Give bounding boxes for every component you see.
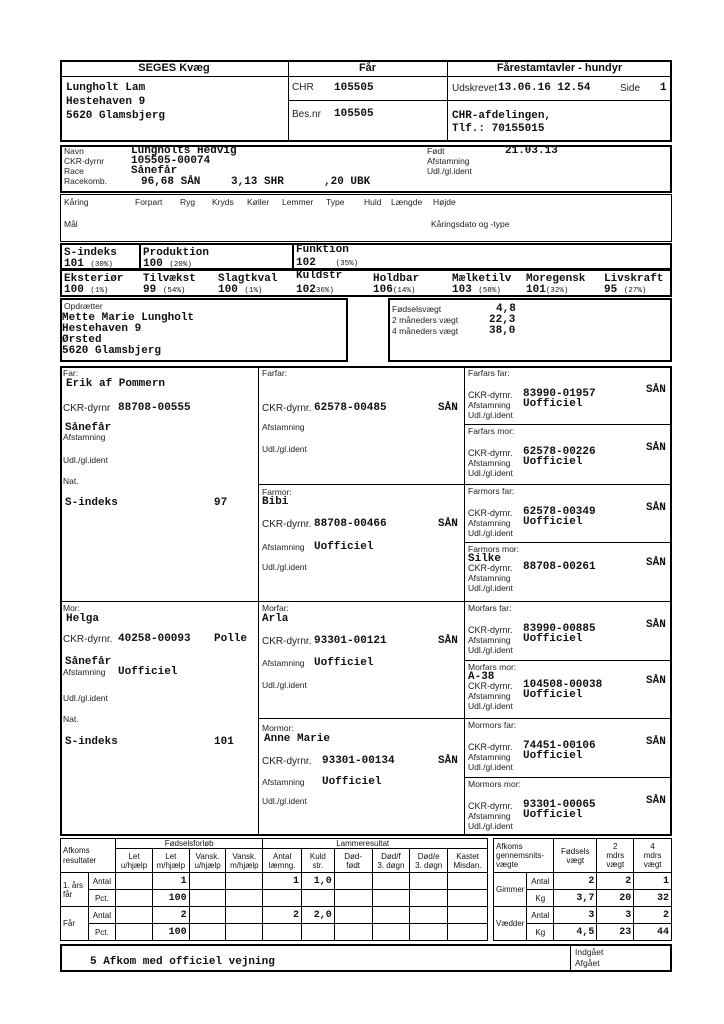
offspring-cell [372, 907, 410, 924]
farfars-mor-ckr: 62578-00226 [523, 446, 596, 458]
offspring-cell [226, 873, 263, 890]
farfars-mor-race: SÅN [646, 442, 666, 454]
mormors-far-ckr: 74451-00106 [523, 740, 596, 752]
racekomb-3: ,20 UBK [324, 176, 371, 188]
offspring-sub-label: Antal [88, 907, 116, 924]
offspring-cell [334, 907, 372, 924]
index-holdbar-value: 106(14%) [373, 284, 416, 296]
owner-city: 5620 Glamsbjerg [66, 110, 166, 122]
offspring-cell [116, 907, 153, 924]
farmors-far-udl-label: Udl./gl.ident [468, 528, 513, 538]
maal-label: Mål [64, 219, 78, 229]
racekomb-label: Racekomb. [64, 176, 107, 186]
chr-dept-line2: Tlf.: 70155015 [452, 123, 545, 135]
morfar-ckr: 93301-00121 [314, 635, 387, 647]
growth-title: Afkoms gennemsnits- vægte [494, 839, 554, 873]
farfar-ckr: 62578-00485 [314, 402, 387, 414]
offspring-cell: 100 [152, 924, 189, 941]
offspring-cell [448, 873, 488, 890]
offspring-cell: 2,0 [302, 907, 335, 924]
offspring-cell [334, 873, 372, 890]
printed-label: Udskrevet [452, 83, 498, 94]
offspring-cell [116, 924, 153, 941]
index-eksterior-name: Eksteriør [64, 273, 124, 285]
offspring-title: Afkoms resultater [61, 839, 116, 873]
farmors-mor-label: Farmors mor: [468, 544, 519, 554]
offspring-col-1: Let m/hjælp [152, 849, 189, 873]
offspring-cell [189, 890, 226, 907]
farmors-mor-ckr: 88708-00261 [523, 561, 596, 573]
morfars-far-race: SÅN [646, 619, 666, 631]
farmors-far-ckr-label: CKR-dyrnr. [468, 508, 513, 518]
farfar-ckr-label: CKR-dyrnr. [262, 403, 312, 414]
farfars-far-label: Farfars far: [468, 368, 510, 378]
morfars-mor-afstamning: Uofficiel [523, 689, 583, 701]
offspring-cell [410, 924, 448, 941]
offspring-group: Får [61, 907, 89, 941]
mormors-far-afstamning: Uofficiel [523, 750, 583, 762]
farmor-udl-label: Udl./gl.ident [262, 562, 307, 572]
growth-cell: 1 [634, 873, 672, 890]
offspring-cell: 1,0 [302, 873, 335, 890]
farmor-afstamning-label: Afstamning [262, 542, 305, 552]
farfars-mor-afstamning: Uofficiel [523, 456, 583, 468]
index-livskraft-name: Livskraft [604, 273, 664, 285]
mor-udl-label: Udl./gl.ident [63, 693, 108, 703]
index-s-value: 101 (30%) [64, 258, 113, 270]
farmors-far-afstamning-label: Afstamning [468, 518, 511, 528]
offspring-sub-label: Pct. [88, 890, 116, 907]
breeder-line4: 5620 Glamsbjerg [62, 345, 162, 357]
animal-ckr: 105505-00074 [131, 155, 211, 167]
morfars-far-label: Morfars far: [468, 603, 512, 613]
breeder-label: Opdrætter [64, 301, 103, 311]
farmors-mor-name: Silke [468, 553, 502, 565]
farmor-ckr: 88708-00466 [314, 518, 387, 530]
offspring-cell [226, 924, 263, 941]
index-holdbar-name: Holdbar [373, 273, 420, 285]
farmor-afstamning: Uofficiel [314, 541, 374, 553]
mor-nat-label: Nat. [63, 714, 79, 724]
offspring-cell [263, 924, 302, 941]
morfars-far-ckr-label: CKR-dyrnr. [468, 625, 513, 635]
growth-row [494, 907, 672, 924]
farmors-far-race: SÅN [646, 502, 666, 514]
offspring-cell [448, 924, 488, 941]
animal-name: Lungholts Hedvig [131, 145, 237, 157]
far-label: Far: [63, 368, 79, 378]
offspring-cell [116, 873, 153, 890]
karing-col-kryds: Kryds [212, 197, 234, 207]
farmors-far-ckr: 62578-00349 [523, 506, 596, 518]
farfars-far-udl-label: Udl./gl.ident [468, 410, 513, 420]
far-name: Erik af Pommern [66, 378, 166, 390]
offspring-row [61, 924, 488, 941]
offspring-cell [410, 873, 448, 890]
document-title: Fårestamtavler - hundyr [496, 62, 623, 74]
growth-cell: 23 [597, 924, 634, 941]
ckr-label: CKR-dyrnr [64, 156, 105, 166]
offspring-col-3: Vansk. m/hjælp [226, 849, 263, 873]
far-afstamning-label: Afstamning [63, 432, 106, 442]
karing-col-lemmer: Lemmer [282, 197, 314, 207]
index-livskraft-value: 95 (27%) [604, 284, 647, 296]
mormor-afstamning: Uofficiel [322, 776, 382, 788]
mormor-udl-label: Udl./gl.ident [262, 796, 307, 806]
growth-col-m4: 4 mdrs vægt [634, 839, 672, 873]
owner-name: Lungholt Lam [66, 82, 146, 94]
morfar-ckr-label: CKR-dyrnr. [262, 636, 312, 647]
morfars-mor-race: SÅN [646, 675, 666, 687]
karing-col-type: Type [326, 197, 345, 207]
offspring-cell: 1 [263, 873, 302, 890]
morfar-afstamning: Uofficiel [314, 657, 374, 669]
offspring-col-0: Let u/hjælp [116, 849, 153, 873]
offspring-cell [334, 924, 372, 941]
offspring-cell [410, 907, 448, 924]
mor-sindeks-value: 101 [214, 736, 234, 748]
offspring-sub-label: Pct. [88, 924, 116, 941]
growth-sub-label: Antal [527, 907, 554, 924]
index-tilvaekst-name: Tilvækst [143, 273, 196, 285]
birth-group-header: Fødselsforløb [116, 839, 263, 849]
farmor-name: Bibi [262, 496, 289, 508]
farfars-mor-udl-label: Udl./gl.ident [468, 468, 513, 478]
mormors-mor-afstamning: Uofficiel [523, 809, 583, 821]
growth-cell: 3 [597, 907, 634, 924]
mor-ckr-extra: Polle [214, 633, 248, 645]
besnr-label: Bes.nr [292, 109, 321, 120]
mormors-far-race: SÅN [646, 736, 666, 748]
racekomb-1: 96,68 SÅN [141, 176, 201, 188]
index-moregensk-value: 101(32%) [526, 284, 569, 296]
index-produktion-value: 100 (20%) [143, 258, 192, 270]
offspring-cell [226, 907, 263, 924]
mor-afstamning: Uofficiel [118, 666, 178, 678]
offspring-col-2: Vansk. u/hjælp [189, 849, 226, 873]
karing-col-forpart: Forpart [135, 197, 163, 207]
farmors-mor-ckr-label: CKR-dyrnr. [468, 563, 513, 573]
farmors-mor-afstamning-label: Afstamning [468, 573, 511, 583]
morfar-label: Morfar: [262, 603, 289, 613]
footer-out-label: Afgået [575, 958, 600, 968]
karing-date-label: Kåringsdato og -type [431, 219, 510, 229]
chr-dept-line1: CHR-afdelingen, [452, 110, 552, 122]
growth-table [493, 838, 672, 941]
mor-name: Helga [66, 613, 100, 625]
growth-cell: 32 [634, 890, 672, 907]
birth-weight-value: 4,8 [496, 303, 516, 315]
mormors-far-label: Mormors far: [468, 720, 517, 730]
mormors-far-udl-label: Udl./gl.ident [468, 762, 513, 772]
morfars-far-afstamning: Uofficiel [523, 633, 583, 645]
farfars-mor-afstamning-label: Afstamning [468, 458, 511, 468]
index-slagtkval-value: 100 (1%) [218, 284, 263, 296]
mormor-ckr: 93301-00134 [322, 755, 395, 767]
index-maelketilv-name: Mælketilv [452, 273, 512, 285]
growth-cell: 2 [597, 873, 634, 890]
index-funktion-name: Funktion [296, 244, 349, 256]
mormors-mor-udl-label: Udl./gl.ident [468, 821, 513, 831]
morfar-afstamning-label: Afstamning [262, 658, 305, 668]
karing-col-ryg: Ryg [180, 197, 196, 207]
race-label: Race [64, 166, 84, 176]
growth-cell: 20 [597, 890, 634, 907]
offspring-table [60, 838, 488, 941]
breeder-line3: Ørsted [62, 334, 102, 346]
offspring-col-8: Død/e 3. døgn [410, 849, 448, 873]
farmors-far-label: Farmors far: [468, 486, 515, 496]
mor-ckr-label: CKR-dyrnr. [63, 634, 113, 645]
offspring-col-5: Kuld str. [302, 849, 335, 873]
offspring-cell [410, 890, 448, 907]
far-sindeks-label: S-indeks [65, 497, 118, 509]
offspring-cell [372, 890, 410, 907]
karing-col-laengde: Længde [391, 197, 423, 207]
offspring-col-7: Død/f 3. døgn [372, 849, 410, 873]
offspring-row [61, 873, 488, 890]
farmor-label: Farmor: [262, 487, 292, 497]
growth-cell: 2 [554, 873, 597, 890]
farfar-afstamning-label: Afstamning [262, 422, 305, 432]
farmor-race: SÅN [438, 518, 458, 530]
farfars-far-race: SÅN [646, 384, 666, 396]
owner-street: Hestehaven 9 [66, 96, 146, 108]
offspring-cell [189, 924, 226, 941]
mormors-far-afstamning-label: Afstamning [468, 752, 511, 762]
mormors-mor-ckr: 93301-00065 [523, 799, 596, 811]
animal-race: Sånefår [131, 165, 178, 177]
mormors-mor-label: Mormors mor: [468, 779, 521, 789]
farfars-far-afstamning-label: Afstamning [468, 400, 511, 410]
morfar-race: SÅN [438, 635, 458, 647]
growth-cell: 3 [554, 907, 597, 924]
growth-col-m2: 2 mdrs vægt [597, 839, 634, 873]
karing-label: Kåring [64, 197, 89, 207]
mormor-afstamning-label: Afstamning [262, 777, 305, 787]
offspring-cell: 2 [152, 907, 189, 924]
besnr-value: 105505 [334, 108, 374, 120]
mormor-name: Anne Marie [264, 733, 331, 745]
far-ckr: 88708-00555 [118, 402, 191, 414]
far-udl-label: Udl./gl.ident [63, 455, 108, 465]
farmors-far-afstamning: Uofficiel [523, 516, 583, 528]
offspring-cell [189, 873, 226, 890]
offspring-cell [372, 924, 410, 941]
growth-cell: 44 [634, 924, 672, 941]
index-kuldstr-name: Kuldstr [296, 270, 343, 282]
chr-value: 105505 [334, 82, 374, 94]
m2-weight-value: 22,3 [489, 314, 516, 326]
mormors-mor-ckr-label: CKR-dyrnr. [468, 801, 513, 811]
farfars-far-ckr: 83990-01957 [523, 388, 596, 400]
m4-weight-value: 38,0 [489, 325, 516, 337]
animal-udl-label: Udl./gl.ident [427, 166, 472, 176]
mor-afstamning-label: Afstamning [63, 667, 106, 677]
index-tilvaekst-value: 99 (54%) [143, 284, 186, 296]
karing-col-koller: Køller [247, 197, 270, 207]
index-produktion-name: Produktion [143, 247, 210, 259]
farfars-far-ckr-label: CKR-dyrnr. [468, 390, 513, 400]
farmors-mor-race: SÅN [646, 557, 666, 569]
page-number: 1 [660, 82, 667, 94]
offspring-cell [116, 890, 153, 907]
mormor-race: SÅN [438, 755, 458, 767]
offspring-cell [302, 890, 335, 907]
navn-label: Navn [64, 146, 84, 156]
offspring-cell [334, 890, 372, 907]
mor-label: Mor: [63, 603, 80, 613]
offspring-cell [226, 890, 263, 907]
index-slagtkval-name: Slagtkval [218, 273, 278, 285]
offspring-cell [189, 907, 226, 924]
growth-row [494, 873, 672, 890]
offspring-group: 1. års får [61, 873, 89, 907]
footer-note: 5 Afkom med officiel vejning [90, 956, 275, 968]
farmors-mor-udl-label: Udl./gl.ident [468, 583, 513, 593]
mormor-ckr-label: CKR-dyrnr. [262, 756, 312, 767]
mormors-far-ckr-label: CKR-dyrnr. [468, 742, 513, 752]
morfars-mor-udl-label: Udl./gl.ident [468, 701, 513, 711]
growth-group: Gimmer [494, 873, 527, 907]
offspring-cell: 2 [263, 907, 302, 924]
index-s-name: S-indeks [64, 247, 117, 259]
morfars-far-ckr: 83990-00885 [523, 623, 596, 635]
offspring-cell [263, 890, 302, 907]
offspring-row [61, 907, 488, 924]
growth-sub-label: Kg [527, 890, 554, 907]
morfars-far-afstamning-label: Afstamning [468, 635, 511, 645]
offspring-col-4: Antal læmng. [263, 849, 302, 873]
offspring-cell: 100 [152, 890, 189, 907]
mor-sindeks-label: S-indeks [65, 736, 118, 748]
index-funktion-value: 102 (35%) [296, 257, 359, 269]
m2-weight-label: 2 måneders vægt [392, 315, 459, 325]
index-moregensk-name: Moregensk [526, 273, 586, 285]
m4-weight-label: 4 måneders vægt [392, 326, 459, 336]
offspring-col-9: Kastet Misdan. [448, 849, 488, 873]
mormor-label: Mormor: [262, 723, 294, 733]
index-kuldstr-value: 10236%) [296, 284, 334, 296]
far-sindeks-value: 97 [214, 497, 228, 509]
breeder-line2: Hestehaven 9 [62, 323, 142, 335]
offspring-cell [302, 924, 335, 941]
chr-label: CHR [292, 82, 314, 93]
karing-col-hojde: Højde [433, 197, 456, 207]
offspring-cell [448, 907, 488, 924]
farfar-race: SÅN [438, 402, 458, 414]
growth-col-birth: Fødsels vægt [554, 839, 597, 873]
animal-afstamning-label: Afstamning [427, 156, 470, 166]
farmor-ckr-label: CKR-dyrnr. [262, 519, 312, 530]
far-nat-label: Nat. [63, 476, 79, 486]
growth-cell: 2 [634, 907, 672, 924]
morfars-mor-name: A-38 [468, 671, 495, 683]
printed-value: 13.06.16 12.54 [498, 82, 591, 94]
offspring-col-6: Død- født [334, 849, 372, 873]
morfar-udl-label: Udl./gl.ident [262, 680, 307, 690]
growth-sub-label: Kg [527, 924, 554, 941]
growth-cell: 3,7 [554, 890, 597, 907]
mor-race: Sånefår [65, 656, 112, 668]
mor-ckr: 40258-00093 [118, 633, 191, 645]
growth-cell: 4,5 [554, 924, 597, 941]
mormors-mor-afstamning-label: Afstamning [468, 811, 511, 821]
morfars-mor-label: Morfars mor: [468, 662, 517, 672]
footer-in-label: Indgået [575, 947, 604, 957]
offspring-cell: 1 [152, 873, 189, 890]
page-label: Side [620, 83, 641, 94]
fodt-value: 21.03.13 [505, 145, 558, 157]
farfars-mor-label: Farfars mor: [468, 426, 515, 436]
far-race: Sånefår [65, 422, 112, 434]
offspring-cell [448, 890, 488, 907]
far-ckr-label: CKR-dyrnr [63, 403, 111, 414]
breeder-line1: Mette Marie Lungholt [62, 312, 195, 324]
index-maelketilv-value: 103 (58%) [452, 284, 501, 296]
growth-sub-label: Antal [527, 873, 554, 890]
farfars-far-afstamning: Uofficiel [523, 398, 583, 410]
karing-col-huld: Huld [364, 197, 382, 207]
fodt-label: Født [427, 146, 445, 156]
species: Får [358, 62, 377, 74]
offspring-sub-label: Antal [88, 873, 116, 890]
racekomb-2: 3,13 SHR [231, 176, 284, 188]
farfars-mor-ckr-label: CKR-dyrnr. [468, 448, 513, 458]
growth-group: Vædder [494, 907, 527, 941]
morfars-far-udl-label: Udl./gl.ident [468, 645, 513, 655]
offspring-row [61, 890, 488, 907]
farfar-label: Farfar: [262, 368, 288, 378]
mormors-mor-race: SÅN [646, 795, 666, 807]
litter-group-header: Lammeresultat [334, 839, 487, 849]
morfars-mor-ckr-label: CKR-dyrnr. [468, 681, 513, 691]
morfars-mor-afstamning-label: Afstamning [468, 691, 511, 701]
farfar-udl-label: Udl./gl.ident [262, 444, 307, 454]
morfar-name: Arla [262, 613, 289, 625]
morfars-mor-ckr: 104508-00038 [523, 679, 603, 691]
birth-weight-label: Fødselsvægt [392, 304, 442, 314]
org-name: SEGES Kvæg [138, 62, 210, 74]
offspring-cell [372, 873, 410, 890]
index-eksterior-value: 100 (1%) [64, 284, 109, 296]
